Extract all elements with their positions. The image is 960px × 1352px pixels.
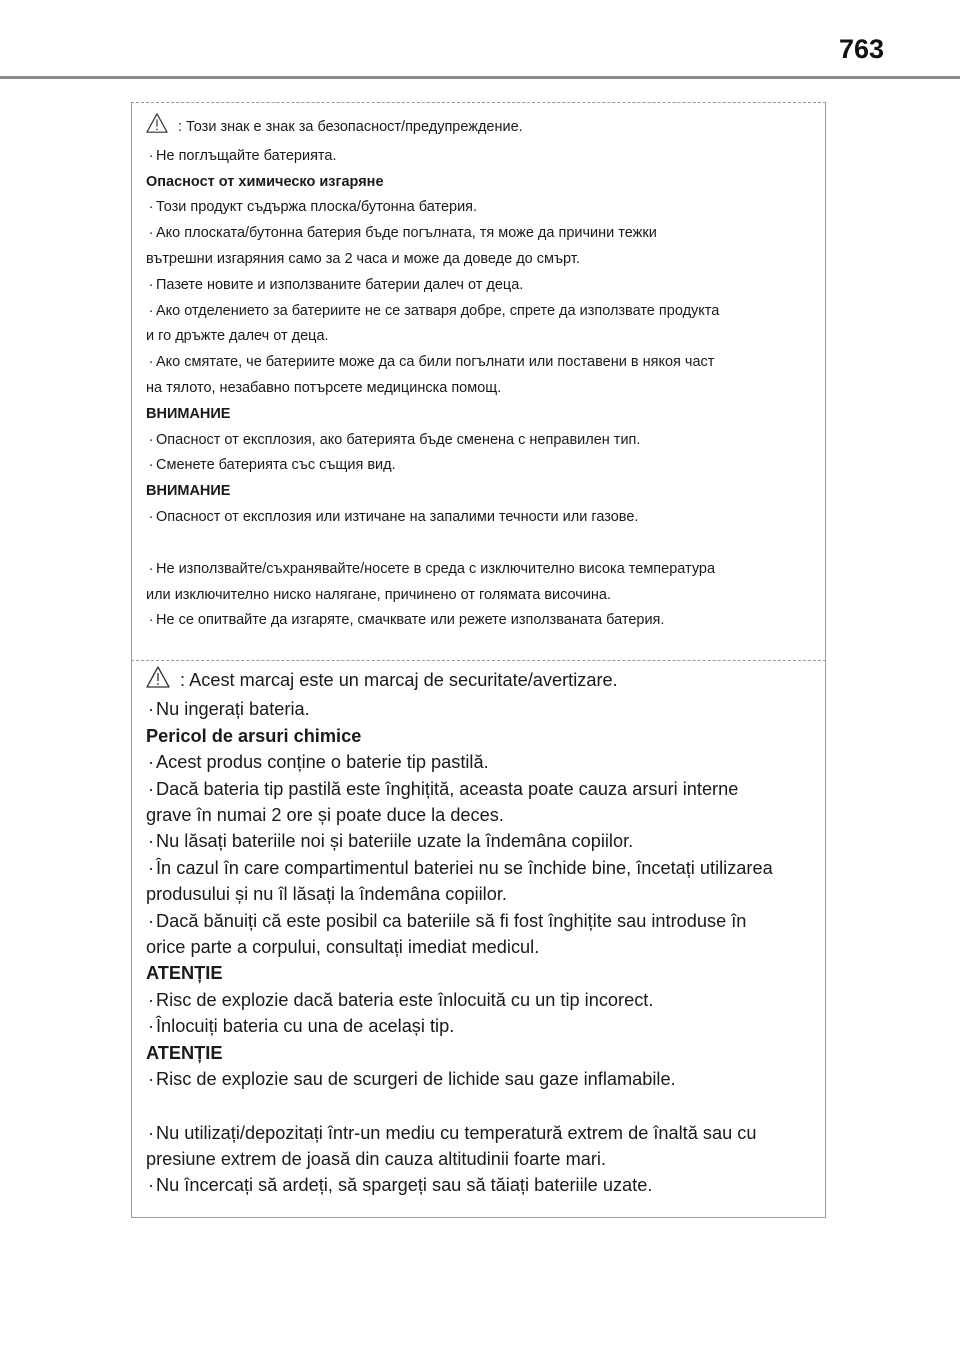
line-text: на тялото, незабавно потърсете медицинска помощ. bbox=[146, 379, 502, 396]
text-line bbox=[146, 749, 816, 775]
section-heading bbox=[146, 479, 816, 505]
line-text: Опасност от химическо изгаряне bbox=[146, 173, 384, 190]
text-line bbox=[146, 908, 816, 934]
bullet-dot: · bbox=[148, 354, 154, 371]
line-text: вътрешни изгаряния само за 2 часа и може да доведе до смърт. bbox=[146, 250, 580, 267]
section-heading bbox=[146, 170, 816, 196]
text-line bbox=[146, 987, 816, 1013]
blank-line bbox=[146, 531, 816, 557]
text-line bbox=[146, 934, 816, 960]
bulgarian-section bbox=[146, 112, 816, 634]
text-line bbox=[146, 881, 816, 907]
text-line bbox=[146, 324, 816, 350]
line-text: grave în numai 2 ore și poate duce la deces. bbox=[146, 805, 504, 826]
text-line bbox=[146, 1120, 816, 1146]
section-heading bbox=[146, 402, 816, 428]
bullet-dot: · bbox=[147, 910, 155, 931]
line-text: Този продукт съдържа плоска/бутонна батерия. bbox=[156, 199, 478, 216]
text-line bbox=[146, 428, 816, 454]
bullet-dot: · bbox=[148, 612, 154, 629]
text-line bbox=[146, 665, 816, 696]
text-line bbox=[146, 505, 816, 531]
text-line bbox=[146, 1013, 816, 1039]
bullet-dot: · bbox=[147, 831, 155, 852]
line-text: Ако плоската/бутонна батерия бъде погълната, тя може да причини тежки bbox=[156, 225, 657, 242]
line-text: În cazul în care compartimentul bateriei nu se închide bine, încetați utilizarea bbox=[156, 857, 773, 878]
line-text: Не използвайте/съхранявайте/носете в среда с изключително висока температура bbox=[156, 560, 716, 577]
bullet-dot: · bbox=[148, 225, 154, 242]
line-text: presiune extrem de joasă din cauza altitudinii foarte mari. bbox=[146, 1148, 606, 1169]
line-text: Înlocuiți bateria cu una de același tip. bbox=[156, 1016, 455, 1037]
text-line bbox=[146, 195, 816, 221]
line-text: Pericol de arsuri chimice bbox=[146, 725, 362, 746]
warning-triangle-icon bbox=[146, 112, 168, 144]
line-text: Пазете новите и използваните батерии далеч от деца. bbox=[156, 276, 524, 293]
bullet-dot: · bbox=[147, 752, 155, 773]
bullet-dot: · bbox=[147, 1016, 155, 1037]
text-line bbox=[146, 583, 816, 609]
line-text: : Acest marcaj este un marcaj de securitate/avertizare. bbox=[180, 670, 618, 690]
line-text: Сменете батерията със същия вид. bbox=[156, 457, 396, 474]
text-line bbox=[146, 608, 816, 634]
bullet-dot: · bbox=[148, 147, 154, 164]
text-line bbox=[146, 557, 816, 583]
line-text: Nu utilizați/depozitați într-un mediu cu temperatură extrem de înaltă sau cu bbox=[156, 1122, 757, 1143]
section-heading bbox=[146, 960, 816, 986]
line-text: ВНИМАНИЕ bbox=[146, 483, 231, 500]
line-text: ВНИМАНИЕ bbox=[146, 405, 231, 422]
language-divider bbox=[131, 660, 826, 661]
page-number: 763 bbox=[838, 34, 884, 64]
line-text: Dacă bateria tip pastilă este înghițită, aceasta poate cauza arsuri interne bbox=[156, 778, 739, 799]
line-text: Dacă bănuiți că este posibil ca bateriile să fi fost înghițite sau introduse în bbox=[156, 910, 747, 931]
bullet-dot: · bbox=[147, 1175, 155, 1196]
text-line bbox=[146, 299, 816, 325]
line-text: produsului și nu îl lăsați la îndemâna copiilor. bbox=[146, 884, 507, 905]
section-heading bbox=[146, 1040, 816, 1066]
line-text: и го дръжте далеч от деца. bbox=[146, 328, 329, 345]
warning-triangle-icon bbox=[146, 665, 170, 696]
text-line bbox=[146, 1172, 816, 1198]
bullet-dot: · bbox=[147, 1122, 155, 1143]
text-line bbox=[146, 453, 816, 479]
blank-line bbox=[146, 1093, 816, 1120]
line-text: : Този знак е знак за безопасност/предупреждение. bbox=[178, 119, 523, 135]
romanian-section bbox=[146, 665, 816, 1199]
section-heading bbox=[146, 723, 816, 749]
bullet-dot: · bbox=[148, 199, 154, 216]
text-line bbox=[146, 221, 816, 247]
line-text: Ако смятате, че батериите може да са били погълнати или поставени в някоя част bbox=[156, 354, 715, 371]
bullet-dot: · bbox=[148, 457, 154, 474]
text-line bbox=[146, 1146, 816, 1172]
text-line bbox=[146, 828, 816, 854]
line-text: Nu lăsați bateriile noi și bateriile uzate la îndemâna copiilor. bbox=[156, 831, 634, 852]
line-text: Nu ingerați bateria. bbox=[156, 699, 310, 720]
bullet-dot: · bbox=[148, 560, 154, 577]
line-text: Опасност от експлозия или изтичане на запалими течности или газове. bbox=[156, 508, 639, 525]
line-text: Опасност от експлозия, ако батерията бъде сменена с неправилен тип. bbox=[156, 431, 641, 448]
text-line bbox=[146, 112, 816, 144]
line-text: Не се опитвайте да изгаряте, смачквате или режете използваната батерия. bbox=[156, 612, 665, 629]
text-line bbox=[146, 1066, 816, 1092]
line-text: или изключително ниско налягане, причинено от голямата височина. bbox=[146, 586, 612, 603]
bullet-dot: · bbox=[148, 302, 154, 319]
text-line bbox=[146, 802, 816, 828]
bullet-dot: · bbox=[148, 276, 154, 293]
line-text: orice parte a corpului, consultați imediat medicul. bbox=[146, 937, 540, 958]
text-line bbox=[146, 855, 816, 881]
header-rule bbox=[0, 76, 960, 79]
bullet-dot: · bbox=[147, 989, 155, 1010]
bullet-dot: · bbox=[147, 857, 155, 878]
line-text: Risc de explozie sau de scurgeri de lichide sau gaze inflamabile. bbox=[156, 1069, 676, 1090]
line-text: Ако отделението за батериите не се затваря добре, спрете да използвате продукта bbox=[156, 302, 720, 319]
bullet-dot: · bbox=[147, 699, 155, 720]
text-line bbox=[146, 696, 816, 722]
bullet-dot: · bbox=[148, 508, 154, 525]
line-text: ATENȚIE bbox=[146, 1042, 223, 1063]
bullet-dot: · bbox=[147, 1069, 155, 1090]
line-text: Nu încercați să ardeți, să spargeți sau să tăiați bateriile uzate. bbox=[156, 1175, 653, 1196]
text-line bbox=[146, 350, 816, 376]
bullet-dot: · bbox=[147, 778, 155, 799]
text-line bbox=[146, 247, 816, 273]
line-text: Risc de explozie dacă bateria este înlocuită cu un tip incorect. bbox=[156, 989, 654, 1010]
line-text: ATENȚIE bbox=[146, 963, 223, 984]
line-text: Не поглъщайте батерията. bbox=[156, 147, 337, 164]
text-line bbox=[146, 376, 816, 402]
bullet-dot: · bbox=[148, 431, 154, 448]
text-line bbox=[146, 144, 816, 170]
text-line bbox=[146, 273, 816, 299]
text-line bbox=[146, 776, 816, 802]
line-text: Acest produs conține o baterie tip pastilă. bbox=[156, 752, 489, 773]
